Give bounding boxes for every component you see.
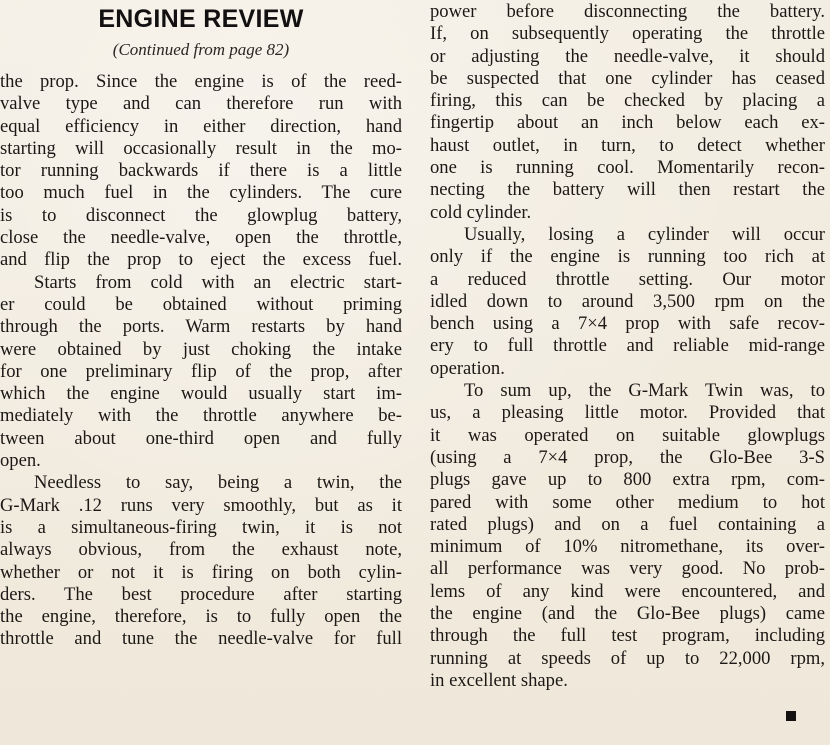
text-line: through the full test program, including [430,625,825,647]
text-line: through the ports. Warm restarts by hand [0,316,402,338]
text-line: lems of any kind were encountered, and [430,580,825,602]
text-line: in excellent shape. [430,669,568,691]
text-line: close the needle-valve, open the throttle, [0,227,402,249]
text-line: fingertip about an inch below each ex- [430,112,825,134]
text-line: one is running cool. Momentarily recon- [430,157,825,179]
text-line: mediately with the throttle anywhere be- [0,405,402,427]
text-line: To sum up, the G-Mark Twin was, to [464,380,825,402]
text-line: were obtained by just choking the intake [0,338,402,360]
continued-note: (Continued from page 82) [112,40,290,59]
text-line: open. [0,450,41,472]
end-of-article-mark [786,711,796,721]
text-line: the engine (and the Glo-Bee plugs) came [430,603,825,625]
text-line: plugs gave up to 800 extra rpm, com- [430,469,825,491]
text-line: too much fuel in the cylinders. The cure [0,182,402,204]
text-line: be suspected that one cylinder has ceased [430,67,825,89]
text-line: G-Mark .12 runs very smoothly, but as it [0,494,402,516]
text-line: starting will occasionally result in the mo- [0,137,402,159]
text-line: Needless to say, being a twin, the [34,472,402,494]
text-line: is a simultaneous-firing twin, it is not [0,516,402,538]
text-line: running at speeds of up to 22,000 rpm, [430,647,825,669]
text-line: and flip the prop to eject the excess fuel. [0,249,402,271]
text-line: only if the engine is running too rich at [430,246,825,268]
text-line: idled down to around 3,500 rpm on the [430,290,825,312]
text-line: all performance was very good. No prob- [430,558,825,580]
text-line: minimum of 10% nitromethane, its over- [430,536,825,558]
text-line: always obvious, from the exhaust note, [0,539,402,561]
text-line: er could be obtained without priming [0,293,402,315]
text-line: or adjusting the needle-valve, it should [430,45,825,67]
text-line: valve type and can therefore run with [0,93,402,115]
text-line: ery to full throttle and reliable mid-range [430,335,825,357]
text-line: a reduced throttle setting. Our motor [430,268,825,290]
text-line: rated plugs) and on a fuel containing a [430,513,825,535]
text-line: which the engine would usually start im- [0,383,402,405]
text-line: haust outlet, in turn, to detect whether [430,134,825,156]
text-line: power before disconnecting the battery. [430,1,825,22]
text-line: it was operated on suitable glowplugs [430,424,825,446]
text-line: equal efficiency in either direction, hand [0,115,402,137]
text-line: whether or not it is firing on both cylin- [0,561,402,583]
text-line: throttle and tune the needle-valve for full [0,628,402,650]
text-line: the engine, therefore, is to fully open the [0,606,402,628]
text-line: Starts from cold with an electric start- [34,271,402,293]
text-line: us, a pleasing little motor. Provided that [430,402,825,424]
text-line: tor running backwards if there is a little [0,160,402,182]
text-line: Usually, losing a cylinder will occur [464,223,825,245]
text-line: for one preliminary flip of the prop, after [0,360,402,382]
text-line: is to disconnect the glowplug battery, [0,204,402,226]
text-line: tween about one-third open and fully [0,427,402,449]
text-line: pared with some other medium to hot [430,491,825,513]
text-line: If, on subsequently operating the throttle [430,23,825,45]
article-title: ENGINE REVIEW [98,5,304,33]
text-line: the prop. Since the engine is of the reed- [0,71,402,92]
text-line: ders. The best procedure after starting [0,583,402,605]
text-line: operation. [430,357,505,379]
text-line: firing, this can be checked by placing a [430,90,825,112]
text-line: cold cylinder. [430,201,532,223]
right-column-text [430,1,825,692]
text-line: necting the battery will then restart the [430,179,825,201]
left-column-text [0,71,402,651]
text-line: bench using a 7×4 prop with safe recov- [430,313,825,335]
text-line: (using a 7×4 prop, the Glo-Bee 3-S [430,446,825,468]
